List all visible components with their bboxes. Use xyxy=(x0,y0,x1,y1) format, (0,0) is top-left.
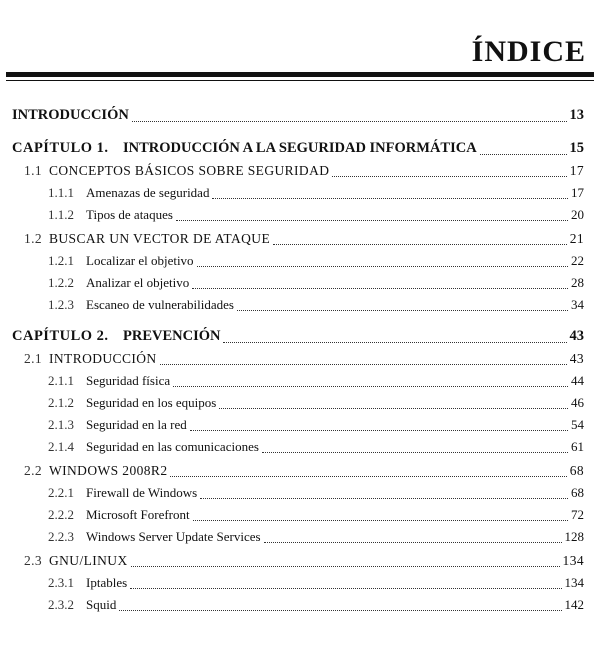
toc-entry-title: Windows Server Update Services xyxy=(86,529,261,544)
toc-entry-page: 28 xyxy=(571,275,584,290)
toc-entry[interactable] xyxy=(0,229,600,251)
toc-entry-page: 22 xyxy=(571,253,584,268)
toc-entry-number: 2.1.3 xyxy=(48,417,74,432)
toc-entry-number: 2.1.2 xyxy=(48,395,74,410)
toc-entry[interactable] xyxy=(0,273,600,295)
toc-entry-title: Microsoft Forefront xyxy=(86,507,190,522)
toc-leader-dots xyxy=(160,364,567,365)
toc-entry[interactable] xyxy=(0,183,600,205)
toc-entry-number: 2.3 xyxy=(24,553,43,568)
toc-entry-title: INTRODUCCIÓN xyxy=(49,351,157,366)
toc-entry[interactable] xyxy=(0,505,600,527)
toc-entry[interactable] xyxy=(0,461,600,483)
toc-entry-page: 15 xyxy=(569,140,584,156)
toc-entry-page: 43 xyxy=(569,351,584,366)
toc-leader-dots xyxy=(480,154,567,155)
toc-leader-dots xyxy=(193,520,568,521)
toc-entry-title: Localizar el objetivo xyxy=(86,253,194,268)
toc-leader-dots xyxy=(131,566,560,567)
toc-entry-title: Seguridad física xyxy=(86,373,171,388)
toc-entry[interactable] xyxy=(0,393,600,415)
toc-entry-page: 17 xyxy=(569,163,584,178)
toc-entry-title: Analizar el objetivo xyxy=(86,275,190,290)
toc-leader-dots xyxy=(176,220,568,221)
toc-entry-title: CONCEPTOS BÁSICOS SOBRE SEGURIDAD xyxy=(49,163,330,178)
toc-leader-dots xyxy=(197,266,568,267)
toc-leader-dots xyxy=(264,542,562,543)
toc-entry-number: 1.1.2 xyxy=(48,207,74,222)
toc-entry[interactable] xyxy=(0,437,600,459)
toc-entry-title: PREVENCIÓN xyxy=(123,328,221,344)
toc-entry-number: 1.2.3 xyxy=(48,297,74,312)
toc-entry-page: 72 xyxy=(571,507,584,522)
toc-entry[interactable] xyxy=(0,161,600,183)
toc-entry-title: Amenazas de seguridad xyxy=(86,185,210,200)
toc-entry-number: 1.2.1 xyxy=(48,253,74,268)
toc-entry[interactable] xyxy=(0,573,600,595)
toc-entry-title: Seguridad en las comunicaciones xyxy=(86,439,259,454)
toc-entry-title: Seguridad en la red xyxy=(86,417,187,432)
toc-entry-page: 61 xyxy=(571,439,584,454)
toc-entry-title: INTRODUCCIÓN A LA SEGURIDAD INFORMÁTICA xyxy=(123,140,477,156)
toc-leader-dots xyxy=(332,176,567,177)
toc-entry-title: Tipos de ataques xyxy=(86,207,173,222)
toc-entry-page: 20 xyxy=(571,207,584,222)
toc-entry[interactable] xyxy=(0,551,600,573)
toc-entry-page: 43 xyxy=(569,328,584,344)
toc-entry-number: 2.1.4 xyxy=(48,439,74,454)
toc-entry-title: Seguridad en los equipos xyxy=(86,395,217,410)
toc-entry-page: 44 xyxy=(571,373,584,388)
toc-leader-dots xyxy=(192,288,568,289)
toc-entry[interactable] xyxy=(0,205,600,227)
toc-entry[interactable] xyxy=(0,139,600,161)
toc-entry-title: Firewall de Windows xyxy=(86,485,198,500)
toc-entry-page: 134 xyxy=(562,553,584,568)
toc-entry[interactable] xyxy=(0,371,600,393)
toc-leader-dots xyxy=(262,452,568,453)
toc-entry-page: 142 xyxy=(564,597,584,612)
toc-entry[interactable] xyxy=(0,349,600,371)
toc-entry-number: 2.2 xyxy=(24,463,43,478)
toc-entry-title: Iptables xyxy=(86,575,128,590)
toc-entry-page: 54 xyxy=(571,417,584,432)
toc-entry-page: 13 xyxy=(569,107,584,123)
toc-entry-number: 2.1.1 xyxy=(48,373,74,388)
toc-entry-title: Squid xyxy=(86,597,117,612)
toc-leader-dots xyxy=(119,610,562,611)
toc-entry-number: 2.2.1 xyxy=(48,485,74,500)
toc-entry-number: 1.1 xyxy=(24,163,43,178)
toc-entry-number: 2.3.1 xyxy=(48,575,74,590)
toc-entry-number: 2.3.2 xyxy=(48,597,74,612)
toc-entry-number: CAPÍTULO 2. xyxy=(12,328,109,344)
toc-leader-dots xyxy=(130,588,562,589)
toc-entry-title: GNU/LINUX xyxy=(49,553,128,568)
toc-entry-page: 46 xyxy=(571,395,584,410)
toc-leader-dots xyxy=(237,310,568,311)
toc-entry[interactable] xyxy=(0,327,600,349)
toc-entry[interactable] xyxy=(0,595,600,617)
toc-entry-number: 1.1.1 xyxy=(48,185,74,200)
toc-entry-title: Escaneo de vulnerabilidades xyxy=(86,297,234,312)
toc-leader-dots xyxy=(200,498,568,499)
toc-entry-number: 1.2 xyxy=(24,231,43,246)
toc-entry-page: 134 xyxy=(564,575,584,590)
toc-entry[interactable] xyxy=(0,295,600,317)
toc-entry[interactable] xyxy=(0,106,600,128)
toc-entry-page: 21 xyxy=(569,231,584,246)
toc-entry-title: WINDOWS 2008R2 xyxy=(49,463,168,478)
toc-entry-page: 68 xyxy=(571,485,584,500)
page-title: ÍNDICE xyxy=(471,35,586,68)
toc-leader-dots xyxy=(190,430,568,431)
toc-entry-number: 2.1 xyxy=(24,351,43,366)
toc-entry-page: 34 xyxy=(571,297,584,312)
toc-leader-dots xyxy=(170,476,567,477)
toc-entry[interactable] xyxy=(0,415,600,437)
toc-entry-title: INTRODUCCIÓN xyxy=(12,107,129,123)
toc-leader-dots xyxy=(273,244,567,245)
toc-entry[interactable] xyxy=(0,483,600,505)
toc-leader-dots xyxy=(173,386,568,387)
toc-leader-dots xyxy=(223,342,567,343)
toc-entry-title: BUSCAR UN VECTOR DE ATAQUE xyxy=(49,231,271,246)
toc-entry-page: 17 xyxy=(571,185,584,200)
toc-entry-number: 1.2.2 xyxy=(48,275,74,290)
toc-entry-number: CAPÍTULO 1. xyxy=(12,140,109,156)
toc-leader-dots xyxy=(212,198,568,199)
toc-leader-dots xyxy=(219,408,568,409)
toc-entry-number: 2.2.3 xyxy=(48,529,74,544)
toc-entry-number: 2.2.2 xyxy=(48,507,74,522)
toc-leader-dots xyxy=(132,121,567,122)
toc-entry-page: 68 xyxy=(569,463,584,478)
toc-entry[interactable] xyxy=(0,527,600,549)
toc-entry[interactable] xyxy=(0,251,600,273)
toc-entry-page: 128 xyxy=(564,529,584,544)
